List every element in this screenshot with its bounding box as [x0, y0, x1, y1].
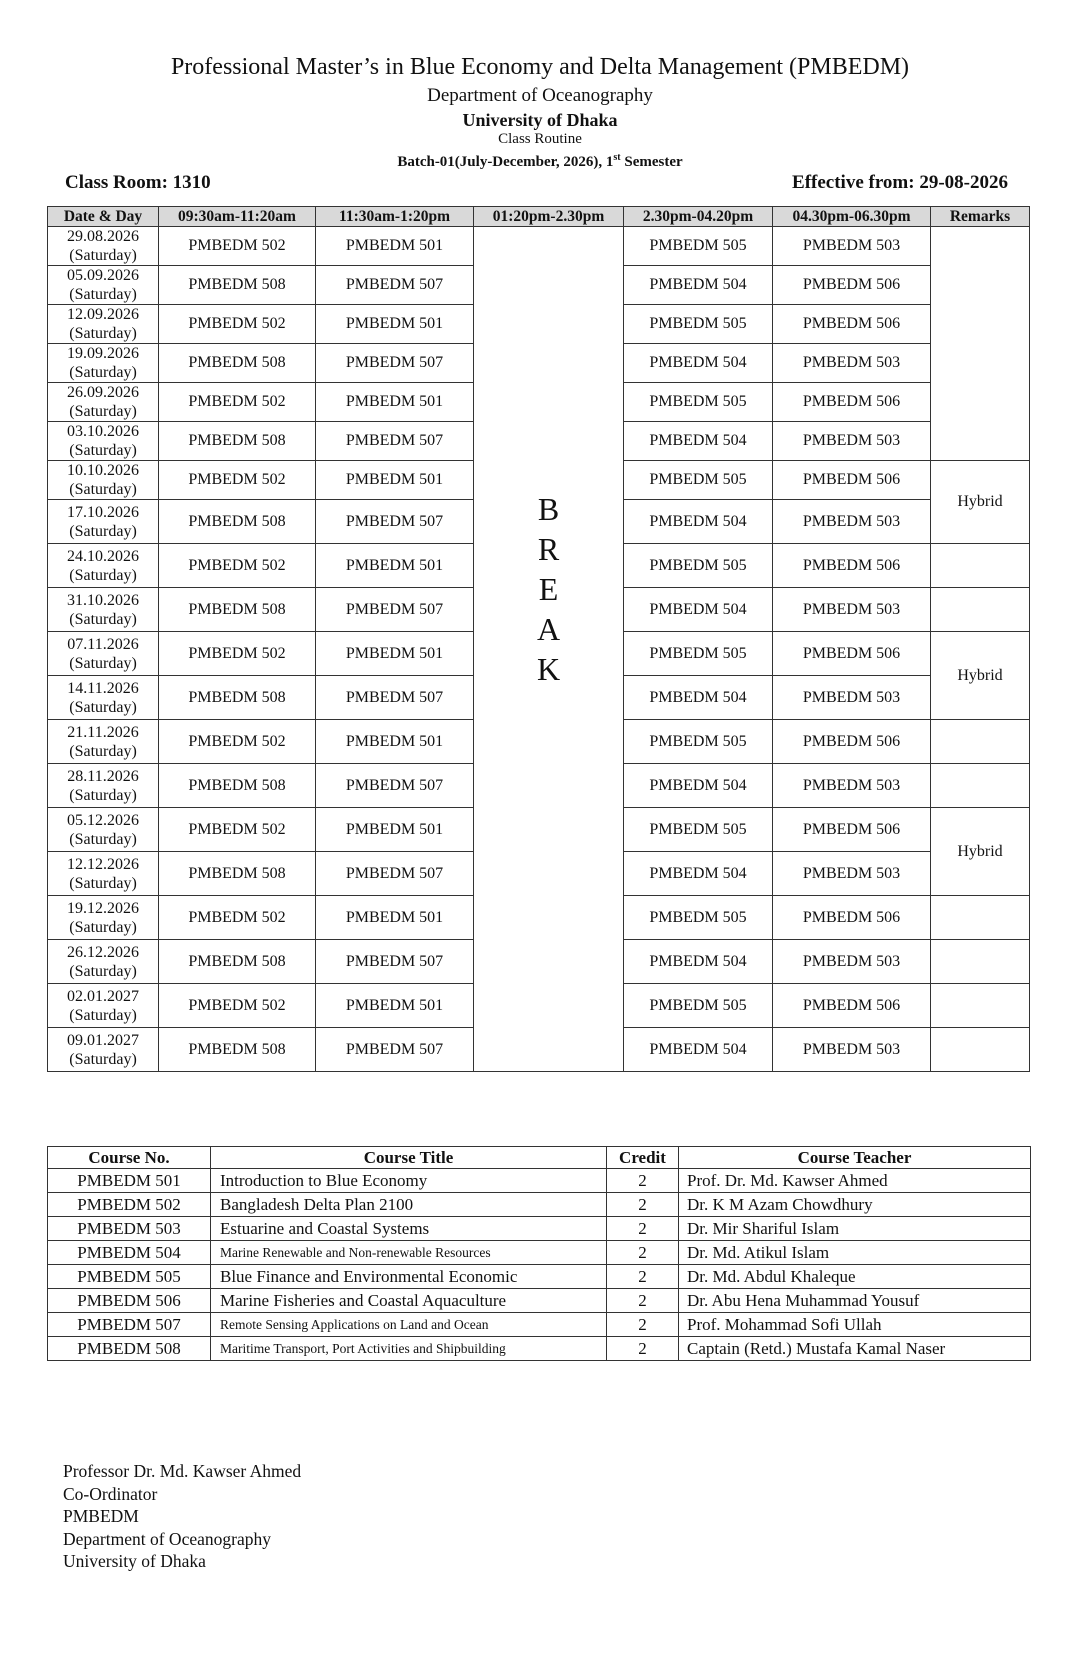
break-cell: [474, 227, 624, 1072]
course-teacher: Prof. Dr. Md. Kawser Ahmed: [679, 1169, 1031, 1193]
course-slot: PMBEDM 506: [773, 808, 931, 852]
course-slot: PMBEDM 507: [316, 344, 474, 383]
class-day: (Saturday): [69, 522, 137, 540]
course-slot: PMBEDM 502: [159, 383, 316, 422]
course-slot: PMBEDM 502: [159, 896, 316, 940]
course-slot: PMBEDM 502: [159, 984, 316, 1028]
course-slot: PMBEDM 503: [773, 852, 931, 896]
course-slot: PMBEDM 508: [159, 500, 316, 544]
course-title: Maritime Transport, Port Activities and Shipbuilding: [211, 1337, 607, 1361]
course-slot: PMBEDM 508: [159, 266, 316, 305]
routine-body: [48, 227, 1030, 1072]
course-credit: 2: [607, 1169, 679, 1193]
course-teacher: Dr. Md. Abdul Khaleque: [679, 1265, 1031, 1289]
course-slot: PMBEDM 503: [773, 764, 931, 808]
course-slot: PMBEDM 507: [316, 1028, 474, 1072]
class-date: 29.08.2026: [67, 228, 139, 245]
course-slot: PMBEDM 508: [159, 852, 316, 896]
date-cell: [48, 720, 159, 764]
class-routine-table: [47, 206, 1030, 1072]
signature-line: University of Dhaka: [63, 1551, 206, 1571]
remarks-cell: [931, 720, 1030, 764]
course-slot: PMBEDM 504: [624, 500, 773, 544]
course-title: Estuarine and Coastal Systems: [211, 1217, 607, 1241]
course-slot: PMBEDM 507: [316, 764, 474, 808]
course-slot: PMBEDM 506: [773, 266, 931, 305]
class-date: 26.12.2026: [67, 943, 139, 961]
course-number: PMBEDM 501: [48, 1169, 211, 1193]
course-slot: PMBEDM 501: [316, 383, 474, 422]
course-slot: PMBEDM 504: [624, 266, 773, 305]
course-title: Marine Fisheries and Coastal Aquaculture: [211, 1289, 607, 1313]
effective-date: Effective from: 29-08-2026: [792, 172, 1008, 193]
break-letter: B: [537, 491, 560, 527]
remarks-cell: Hybrid: [931, 632, 1030, 720]
routine-column-header: 04.30pm-06.30pm: [773, 207, 931, 227]
class-date: 09.01.2027: [67, 1031, 139, 1049]
course-body: [48, 1169, 1031, 1361]
signature-line: Professor Dr. Md. Kawser Ahmed: [63, 1461, 302, 1481]
class-day: (Saturday): [69, 1050, 137, 1068]
class-date: 07.11.2026: [67, 635, 139, 653]
class-date: 03.10.2026: [67, 423, 139, 440]
course-column-header: Course No.: [48, 1147, 211, 1169]
course-slot: PMBEDM 505: [624, 544, 773, 588]
course-slot: PMBEDM 507: [316, 422, 474, 461]
remarks-cell: [931, 984, 1030, 1028]
course-column-header: Course Teacher: [679, 1147, 1031, 1169]
course-credit: 2: [607, 1265, 679, 1289]
batch-prefix: Batch-01(July-December, 2026), 1: [397, 154, 614, 170]
course-number: PMBEDM 506: [48, 1289, 211, 1313]
course-list-table: [47, 1146, 1031, 1361]
university-name: University of Dhaka: [462, 110, 618, 130]
course-slot: PMBEDM 502: [159, 720, 316, 764]
class-day: (Saturday): [69, 654, 137, 672]
class-date: 05.12.2026: [67, 811, 139, 829]
course-slot: PMBEDM 506: [773, 984, 931, 1028]
course-slot: PMBEDM 504: [624, 676, 773, 720]
routine-column-header: Remarks: [931, 207, 1030, 227]
course-slot: PMBEDM 502: [159, 305, 316, 344]
class-date: 10.10.2026: [67, 462, 139, 479]
remarks-cell: Hybrid: [931, 461, 1030, 544]
batch-info: [0, 152, 1080, 171]
class-date: 21.11.2026: [67, 723, 139, 741]
date-cell: [48, 676, 159, 720]
course-slot: PMBEDM 507: [316, 852, 474, 896]
course-slot: PMBEDM 504: [624, 422, 773, 461]
document-title: Professional Master’s in Blue Economy and Delta Management (PMBEDM): [170, 54, 910, 80]
course-slot: PMBEDM 503: [773, 676, 931, 720]
course-slot: PMBEDM 501: [316, 720, 474, 764]
course-row: [48, 1193, 1031, 1217]
course-slot: PMBEDM 501: [316, 896, 474, 940]
date-cell: [48, 227, 159, 266]
date-cell: [48, 500, 159, 544]
course-slot: PMBEDM 504: [624, 588, 773, 632]
routine-header-row: [48, 207, 1030, 227]
course-row: [48, 1241, 1031, 1265]
class-date: 31.10.2026: [67, 591, 139, 609]
course-number: PMBEDM 502: [48, 1193, 211, 1217]
course-row: [48, 1265, 1031, 1289]
routine-column-header: Date & Day: [48, 207, 159, 227]
course-slot: PMBEDM 504: [624, 344, 773, 383]
course-slot: PMBEDM 508: [159, 588, 316, 632]
course-slot: PMBEDM 505: [624, 808, 773, 852]
course-row: [48, 1217, 1031, 1241]
course-slot: PMBEDM 504: [624, 852, 773, 896]
batch-suffix: Semester: [620, 154, 683, 170]
course-title: Bangladesh Delta Plan 2100: [211, 1193, 607, 1217]
course-slot: PMBEDM 508: [159, 1028, 316, 1072]
course-title: Introduction to Blue Economy: [211, 1169, 607, 1193]
class-day: (Saturday): [69, 286, 137, 303]
course-header-row: [48, 1147, 1031, 1169]
routine-column-header: 2.30pm-04.20pm: [624, 207, 773, 227]
course-slot: PMBEDM 508: [159, 764, 316, 808]
course-slot: PMBEDM 503: [773, 1028, 931, 1072]
class-day: (Saturday): [69, 962, 137, 980]
course-number: PMBEDM 507: [48, 1313, 211, 1337]
course-slot: PMBEDM 503: [773, 344, 931, 383]
date-cell: [48, 764, 159, 808]
course-slot: PMBEDM 508: [159, 422, 316, 461]
course-slot: PMBEDM 505: [624, 984, 773, 1028]
class-day: (Saturday): [69, 1006, 137, 1024]
break-letter: R: [537, 531, 560, 567]
course-slot: PMBEDM 503: [773, 500, 931, 544]
course-slot: PMBEDM 506: [773, 896, 931, 940]
date-cell: [48, 305, 159, 344]
class-day: (Saturday): [69, 403, 137, 420]
course-credit: 2: [607, 1217, 679, 1241]
break-letter: E: [538, 571, 559, 607]
course-number: PMBEDM 503: [48, 1217, 211, 1241]
routine-column-header: 09:30am-11:20am: [159, 207, 316, 227]
class-day: (Saturday): [69, 442, 137, 459]
course-slot: PMBEDM 505: [624, 720, 773, 764]
course-slot: PMBEDM 501: [316, 305, 474, 344]
course-teacher: Prof. Mohammad Sofi Ullah: [679, 1313, 1031, 1337]
date-cell: [48, 422, 159, 461]
course-slot: PMBEDM 506: [773, 461, 931, 500]
class-day: (Saturday): [69, 364, 137, 381]
remarks-cell: [931, 588, 1030, 632]
date-cell: [48, 940, 159, 984]
course-credit: 2: [607, 1241, 679, 1265]
course-number: PMBEDM 508: [48, 1337, 211, 1361]
break-letter: K: [536, 651, 561, 687]
date-cell: [48, 852, 159, 896]
course-number: PMBEDM 504: [48, 1241, 211, 1265]
date-cell: [48, 632, 159, 676]
course-slot: PMBEDM 506: [773, 720, 931, 764]
course-slot: PMBEDM 505: [624, 896, 773, 940]
course-slot: PMBEDM 502: [159, 808, 316, 852]
course-slot: PMBEDM 502: [159, 461, 316, 500]
class-date: 12.12.2026: [67, 855, 139, 873]
remarks-cell: [931, 1028, 1030, 1072]
course-slot: PMBEDM 507: [316, 500, 474, 544]
class-date: 24.10.2026: [67, 547, 139, 565]
date-cell: [48, 588, 159, 632]
course-slot: PMBEDM 501: [316, 461, 474, 500]
date-cell: [48, 896, 159, 940]
course-slot: PMBEDM 508: [159, 344, 316, 383]
routine-row: [48, 227, 1030, 266]
course-teacher: Captain (Retd.) Mustafa Kamal Naser: [679, 1337, 1031, 1361]
course-teacher: Dr. Abu Hena Muhammad Yousuf: [679, 1289, 1031, 1313]
class-day: (Saturday): [69, 786, 137, 804]
course-title: Remote Sensing Applications on Land and Ocean: [211, 1313, 607, 1337]
course-slot: PMBEDM 506: [773, 632, 931, 676]
course-row: [48, 1313, 1031, 1337]
remarks-cell: [931, 764, 1030, 808]
remarks-cell: [931, 544, 1030, 588]
signature-line: Co-Ordinator: [63, 1483, 158, 1504]
course-title: Blue Finance and Environmental Economic: [211, 1265, 607, 1289]
class-day: (Saturday): [69, 566, 137, 584]
signature-block: [63, 1460, 301, 1573]
course-slot: PMBEDM 507: [316, 676, 474, 720]
signature-line: Department of Oceanography: [63, 1528, 271, 1549]
class-day: (Saturday): [69, 830, 137, 848]
class-date: 28.11.2026: [67, 767, 139, 785]
course-slot: PMBEDM 503: [773, 940, 931, 984]
course-slot: PMBEDM 504: [624, 1028, 773, 1072]
course-slot: PMBEDM 501: [316, 544, 474, 588]
department-name: Department of Oceanography: [427, 85, 653, 106]
course-teacher: Dr. Md. Atikul Islam: [679, 1241, 1031, 1265]
remarks-cell: [931, 940, 1030, 984]
routine-column-header: 11:30am-1:20pm: [316, 207, 474, 227]
course-row: [48, 1289, 1031, 1313]
batch-ordinal: st: [613, 152, 621, 163]
course-slot: PMBEDM 505: [624, 461, 773, 500]
course-slot: PMBEDM 505: [624, 305, 773, 344]
class-room: Class Room: 1310: [65, 172, 211, 193]
remarks-cell: [931, 896, 1030, 940]
course-slot: PMBEDM 502: [159, 544, 316, 588]
class-day: (Saturday): [69, 610, 137, 628]
class-date: 17.10.2026: [67, 503, 139, 521]
class-date: 05.09.2026: [67, 267, 139, 284]
course-slot: PMBEDM 506: [773, 383, 931, 422]
course-slot: PMBEDM 508: [159, 676, 316, 720]
course-slot: PMBEDM 504: [624, 764, 773, 808]
routine-label: Class Routine: [498, 131, 582, 147]
course-number: PMBEDM 505: [48, 1265, 211, 1289]
course-slot: PMBEDM 507: [316, 266, 474, 305]
course-column-header: Credit: [607, 1147, 679, 1169]
remarks-cell: Hybrid: [931, 808, 1030, 896]
class-date: 19.12.2026: [67, 899, 139, 917]
course-slot: PMBEDM 506: [773, 305, 931, 344]
course-slot: PMBEDM 501: [316, 632, 474, 676]
course-slot: PMBEDM 507: [316, 588, 474, 632]
course-slot: PMBEDM 502: [159, 227, 316, 266]
course-slot: PMBEDM 506: [773, 544, 931, 588]
date-cell: [48, 344, 159, 383]
course-slot: PMBEDM 504: [624, 940, 773, 984]
course-slot: PMBEDM 503: [773, 227, 931, 266]
date-cell: [48, 461, 159, 500]
course-teacher: Dr. K M Azam Chowdhury: [679, 1193, 1031, 1217]
course-slot: PMBEDM 501: [316, 984, 474, 1028]
course-row: [48, 1169, 1031, 1193]
date-cell: [48, 266, 159, 305]
course-credit: 2: [607, 1193, 679, 1217]
remarks-cell: [931, 227, 1030, 461]
break-letter: A: [536, 611, 561, 647]
course-credit: 2: [607, 1337, 679, 1361]
date-cell: [48, 544, 159, 588]
date-cell: [48, 1028, 159, 1072]
course-slot: PMBEDM 502: [159, 632, 316, 676]
routine-column-header: 01:20pm-2.30pm: [474, 207, 624, 227]
class-date: 19.09.2026: [67, 345, 139, 362]
class-date: 14.11.2026: [67, 679, 139, 697]
class-day: (Saturday): [69, 874, 137, 892]
class-day: (Saturday): [69, 247, 137, 264]
class-day: (Saturday): [69, 742, 137, 760]
course-slot: PMBEDM 507: [316, 940, 474, 984]
class-date: 12.09.2026: [67, 306, 139, 323]
date-cell: [48, 808, 159, 852]
class-day: (Saturday): [69, 918, 137, 936]
course-slot: PMBEDM 508: [159, 940, 316, 984]
course-credit: 2: [607, 1313, 679, 1337]
course-slot: PMBEDM 503: [773, 588, 931, 632]
course-slot: PMBEDM 505: [624, 227, 773, 266]
class-day: (Saturday): [69, 481, 137, 498]
course-slot: PMBEDM 503: [773, 422, 931, 461]
course-slot: PMBEDM 505: [624, 383, 773, 422]
course-slot: PMBEDM 505: [624, 632, 773, 676]
course-slot: PMBEDM 501: [316, 808, 474, 852]
course-row: [48, 1337, 1031, 1361]
class-day: (Saturday): [69, 698, 137, 716]
course-credit: 2: [607, 1289, 679, 1313]
class-date: 26.09.2026: [67, 384, 139, 401]
course-column-header: Course Title: [211, 1147, 607, 1169]
course-title: Marine Renewable and Non-renewable Resources: [211, 1241, 607, 1265]
course-teacher: Dr. Mir Shariful Islam: [679, 1217, 1031, 1241]
class-day: (Saturday): [69, 325, 137, 342]
date-cell: [48, 984, 159, 1028]
date-cell: [48, 383, 159, 422]
course-slot: PMBEDM 501: [316, 227, 474, 266]
signature-line: PMBEDM: [63, 1506, 139, 1526]
class-date: 02.01.2027: [67, 987, 139, 1005]
